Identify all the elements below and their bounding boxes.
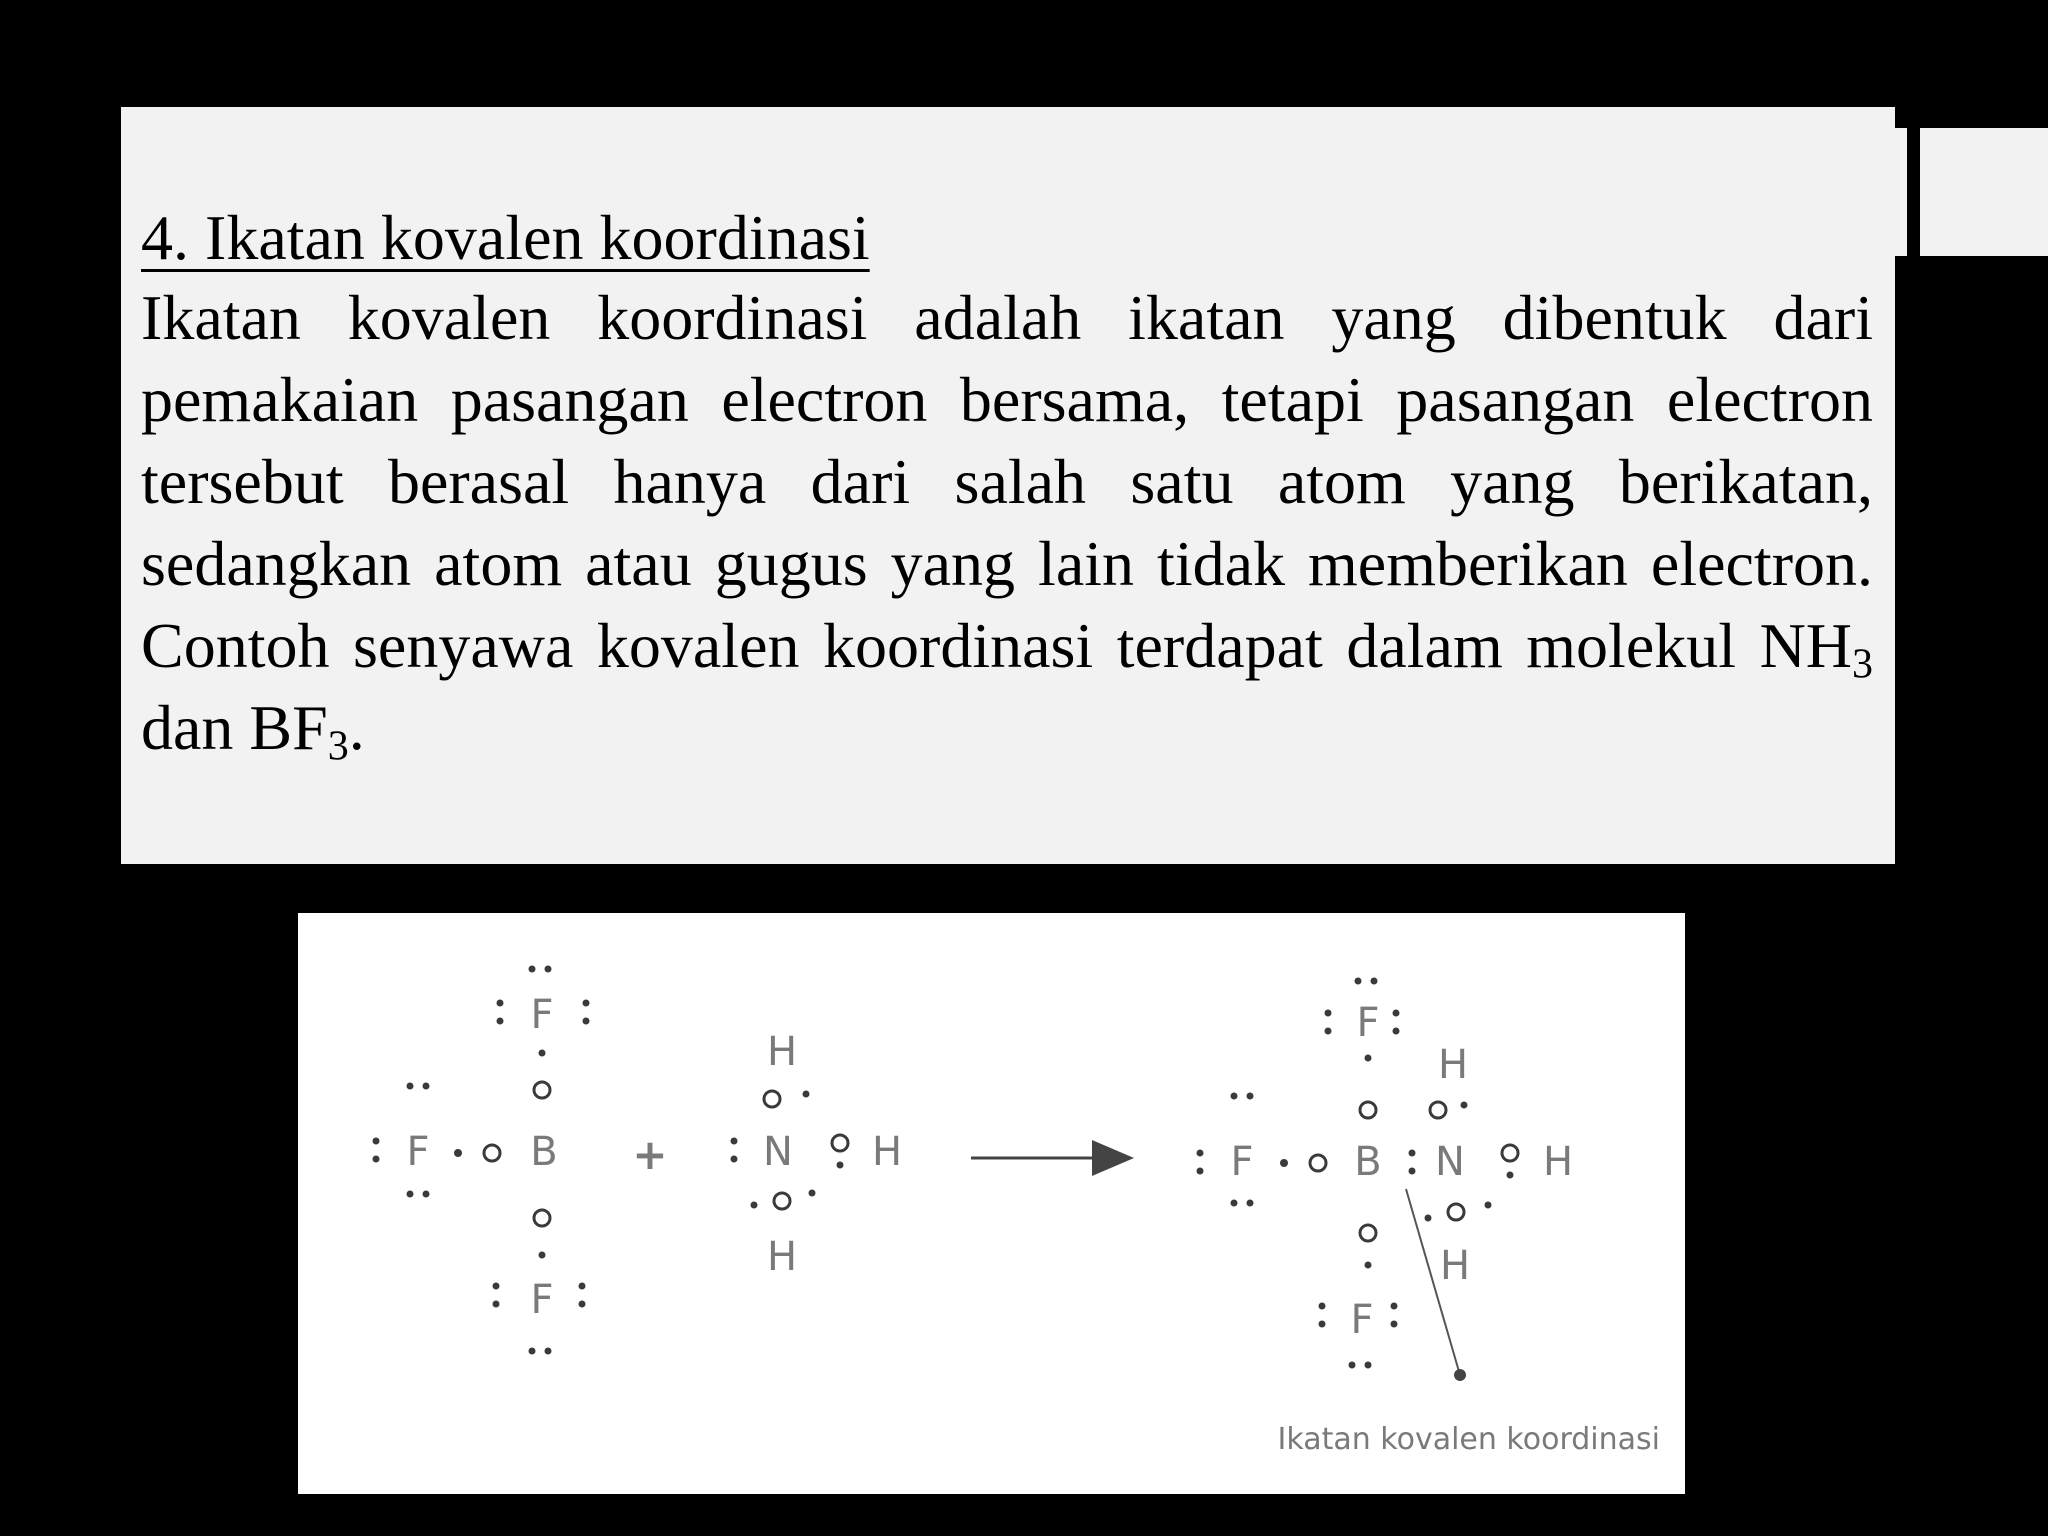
section-heading: 4. Ikatan kovalen koordinasi (141, 202, 870, 273)
product-atom-h-top: H (1437, 1042, 1469, 1088)
slide-edge-block-right (1920, 128, 2048, 256)
product-atom-f-top: F (1356, 1000, 1380, 1046)
lewis-structure-diagram (298, 913, 1685, 1494)
atom-n: N (763, 1129, 793, 1175)
formula-bf3: $BF_3$ (249, 692, 349, 770)
product-atom-b: B (1354, 1139, 1382, 1185)
atom-h-top: H (766, 1029, 798, 1075)
lewis-diagram-svg (298, 913, 1685, 1494)
plus-sign: + (632, 1130, 668, 1179)
atom-f-bottom: F (530, 1277, 554, 1323)
product-atom-n: N (1435, 1139, 1465, 1185)
body-paragraph: Ikatan kovalen koordinasi adalah ikatan yang dibentuk dari pemakaian pasangan electron bersama, tetapi pasangan electron tersebut berasal hanya dari salah satu atom yang berikatan, sedangkan atom atau gugus yang lain tidak memberikan electron. Contoh senyawa kovalen koordinasi terdapat dalam molekul $NH_3$ dan $BF_3$. (141, 282, 1873, 770)
atom-f-left: F (406, 1129, 430, 1175)
atom-h-bottom: H (766, 1234, 798, 1280)
atom-f-top: F (530, 992, 554, 1038)
text-panel (121, 107, 1895, 864)
product-atom-f-left: F (1230, 1139, 1254, 1185)
body-text: Ikatan kovalen koordinasi adalah ikatan yang dibentuk dari pemakaian pasangan electron bersama, tetapi pasangan electron tersebut berasal hanya dari salah satu atom yang berikatan, sedangkan atom atau gugus yang lain tidak memberikan electron. Contoh senyawa kovalen koordinasi terdapat dalam molekul (141, 282, 1873, 681)
product-atom-f-bottom: F (1350, 1297, 1374, 1343)
diagram-caption: Ikatan kovalen koordinasi (1277, 1422, 1660, 1457)
atom-h-right: H (871, 1129, 903, 1175)
product-atom-h-bottom: H (1439, 1243, 1471, 1289)
product-atom-h-right: H (1542, 1139, 1574, 1185)
slide-edge-block (1895, 128, 1907, 256)
atom-b: B (530, 1129, 558, 1175)
formula-nh3: $NH_3$ (1759, 610, 1873, 688)
